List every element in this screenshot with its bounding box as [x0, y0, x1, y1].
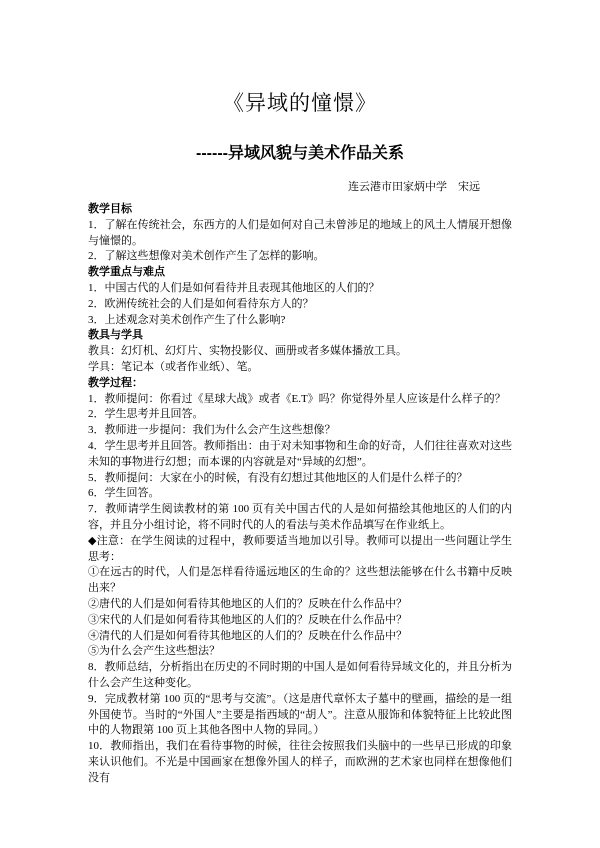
process-step-5: 5．教师提问：大家在小的时候，有没有幻想过其他地区的人们是什么样子的？: [88, 471, 468, 484]
document-content: [0, 90, 600, 786]
note-question-3: ③宋代的人们是如何看待其他地区的人们的？反映在什么作品中？: [88, 613, 407, 626]
process-step-4: 4．学生思考并且回答。教师指出：由于对未知事物和生命的好奇，人们往往喜欢对这些未知的事物进行幻想；而本课的内容就是对“异域的幻想”。: [88, 439, 512, 468]
author-byline: 连云港市田家炳中学 宋远: [348, 181, 480, 193]
student-aids-line: 学具：笔记本（或者作业纸）、笔。: [88, 360, 259, 373]
process-step-1: 1．教师提问：你看过《星球大战》或者《E.T》吗？你觉得外星人应该是什么样子的？: [88, 392, 506, 405]
process-step-3: 3．教师进一步提问：我们为什么会产生这些想像？: [88, 424, 336, 437]
document-subtitle: ------异域风貌与美术作品关系: [196, 145, 404, 162]
note-question-2: ②唐代的人们是如何看待其他地区的人们的？反映在什么作品中？: [88, 597, 407, 610]
process-step-10: 10．教师指出，我们在看待事物的时候，往往会按照我们头脑中的一些早已形成的印象来认识他们。不光是中国画家在想像外国人的样子，而欧洲的艺术家也同样在想像他们没有: [88, 740, 512, 784]
note-question-1: ①在远古的时代，人们是怎样看待遥远地区的生命的？这些想法能够在什么书籍中反映出来？: [88, 566, 512, 595]
key-point-item-3: 3．上述观念对美术创作产生了什么影响?: [88, 313, 286, 326]
process-step-2: 2．学生思考并且回答。: [88, 408, 204, 421]
note-question-4: ④清代的人们是如何看待其他地区的人们的？反映在什么作品中？: [88, 629, 407, 642]
process-step-7: 7．教师请学生阅读教材的第 100 页有关中国古代的人是如何描绘其他地区的人们的内容，并且分小组讨论，将不同时代的人的看法与美术作品填写在作业纸上。: [88, 503, 512, 531]
document-body: [88, 202, 512, 786]
objective-item-2: 2．了解这些想像对美术创作产生了怎样的影响。: [88, 250, 325, 263]
section-heading-teaching-aids: 教具与学具: [88, 329, 143, 342]
teacher-aids-line: 教具：幻灯机、幻灯片、实物投影仪、画册或者多媒体播放工具。: [88, 345, 407, 358]
key-point-item-2: 2．欧洲传统社会的人们是如何看待东方人的？: [88, 297, 314, 310]
process-step-6: 6．学生回答。: [88, 487, 160, 500]
process-step-8: 8．教师总结，分析指出在历史的不同时期的中国人是如何看待异域文化的，并且分析为什么会产生这种变化。: [88, 661, 512, 689]
document-title: 《异域的憧憬》: [223, 91, 377, 115]
note-question-5: ⑤为什么会产生这些想法？: [88, 645, 220, 658]
section-heading-teaching-process: 教学过程：: [88, 376, 143, 389]
section-heading-key-points: 教学重点与难点: [88, 266, 165, 279]
process-step-9: 9．完成教材第 100 页的“思考与交流”。（这是唐代章怀太子墓中的壁画，描绘的是一组外国使节。当时的“外国人”主要是指西域的“胡人”。注意从服饰和体貌特征上比较此图中的人物跟第 100 页上其他各图中人物的异同。）: [88, 692, 512, 737]
objective-item-1: 1．了解在传统社会，东西方的人们是如何对自己未曾涉足的地域上的风土人情展开想像与憧憬的。: [88, 218, 512, 247]
key-point-item-1: 1．中国古代的人们是如何看待并且表现其他地区的人们的？: [88, 281, 380, 294]
section-heading-teaching-objectives: 教学目标: [88, 203, 132, 215]
note-paragraph: ◆注意：在学生阅读的过程中，教师要适当地加以引导。教师可以提出一些问题让学生思考：: [88, 534, 512, 563]
